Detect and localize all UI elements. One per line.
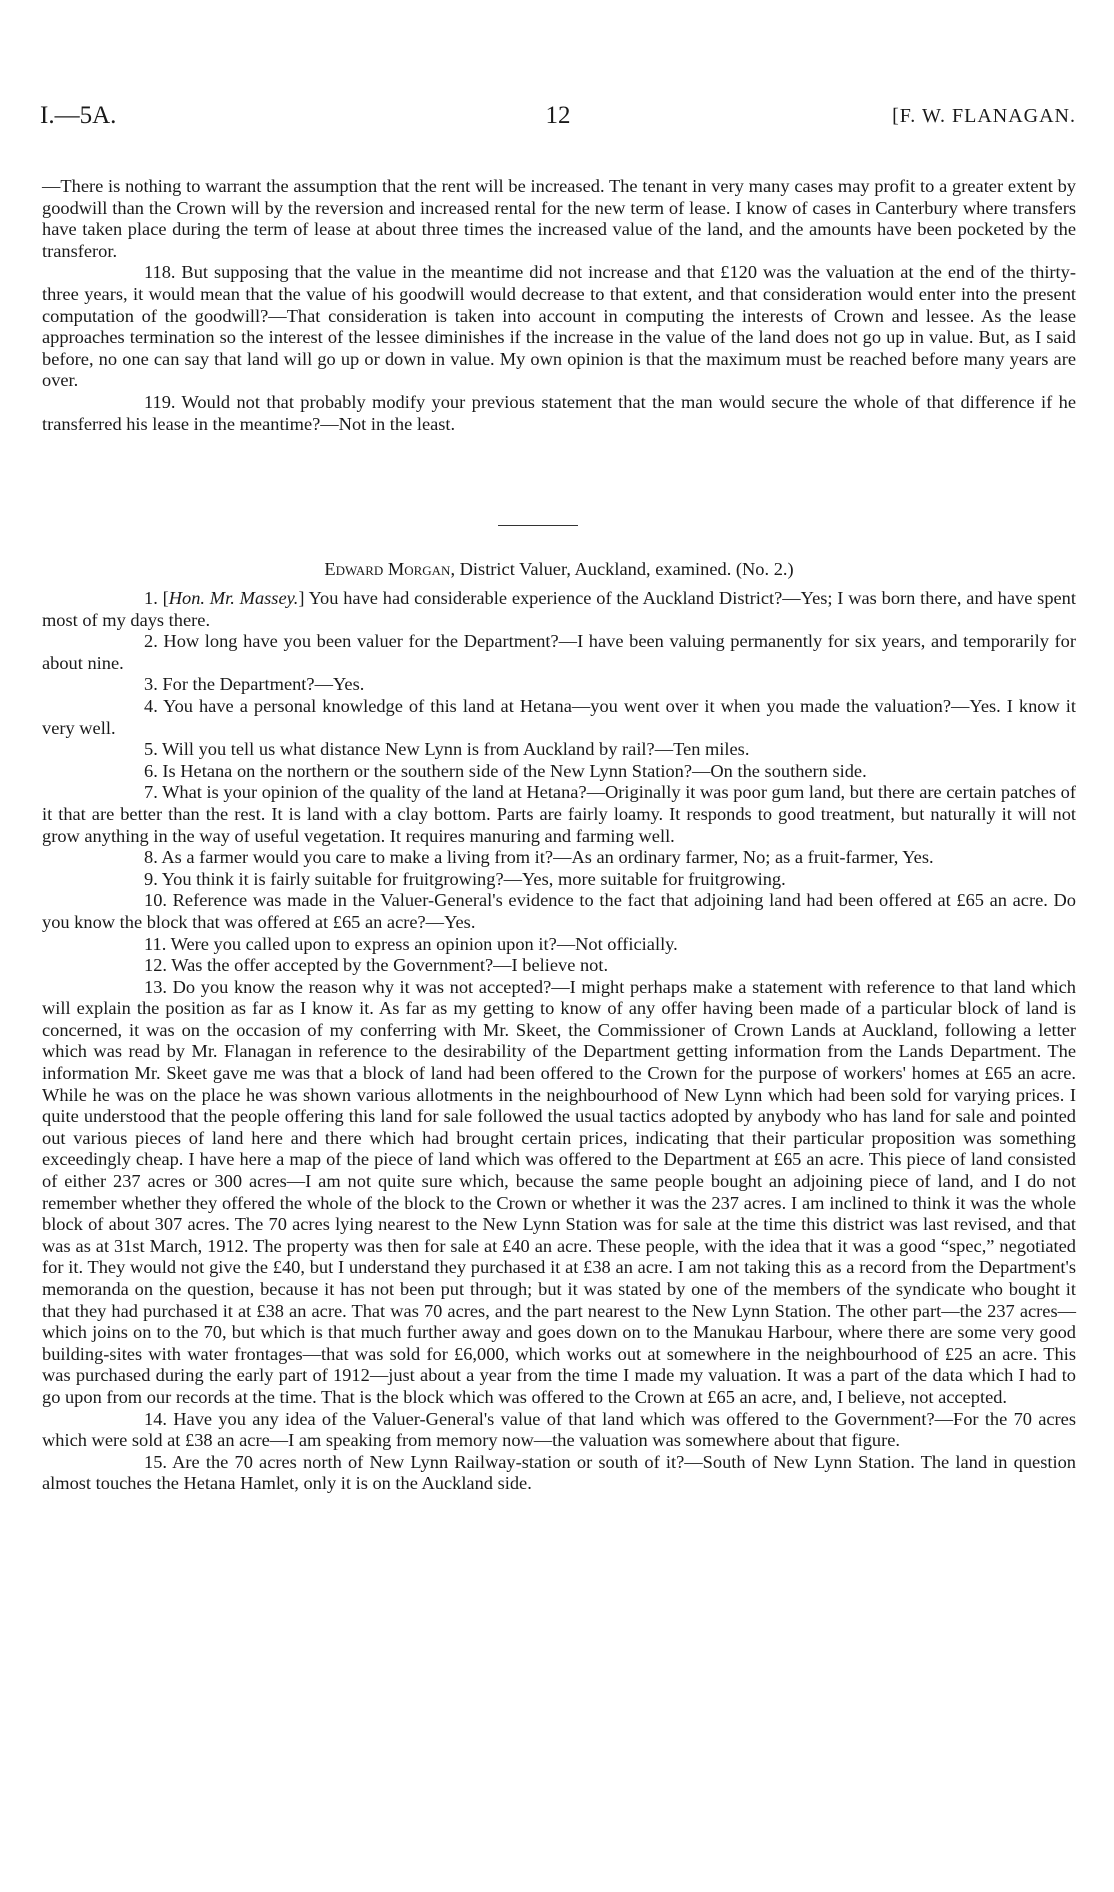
paragraph: 2. How long have you been valuer for the Department?—I have been valuing permanently for six years, and temporarily for about nine. <box>42 631 1076 673</box>
paragraph: 3. For the Department?—Yes. <box>144 674 365 695</box>
witness-running-head: [F. W. FLANAGAN. <box>892 105 1076 127</box>
section-divider <box>498 525 578 526</box>
page-number: 12 <box>545 102 571 129</box>
paragraph: 12. Was the offer accepted by the Government?—I believe not. <box>144 955 609 976</box>
examination-testimony <box>42 588 1076 1495</box>
paragraph: 14. Have you any idea of the Valuer-General's value of that land which was offered to the Government?—For the 70 acres which were sold at £38 an acre—I am speaking from memory now—the valuation was somewhere about that figure. <box>42 1408 1076 1451</box>
paragraph: —There is nothing to warrant the assumption that the rent will be increased. The tenant in very many cases may profit to a greater extent by goodwill than the Crown will by the reversion and increased rental for the new term of lease. I know of cases in Canterbury where transfers have taken place during the term of lease at about three times the increased value of the land, and the amounts have been pocketed by the transferor. <box>42 176 1076 261</box>
paragraph: 13. Do you know the reason why it was not accepted?—I might perhaps make a statement with reference to that land which will explain the position as far as I know it. As far as my getting to know of any offer having been made of a particular block of land is concerned, it was on the occasion of my conferring with Mr. Skeet, the Commissioner of Crown Lands at Auckland, following a letter which was read by Mr. Flanagan in reference to the desirability of the Department getting information from the Lands Department. The information Mr. Skeet gave me was that a block of land had been offered to the Crown for the purpose of workers' homes at £65 an acre. While he was on the place he was shown various allotments in the neighbourhood of New Lynn which had been sold for varying prices. I quite understood that the people offering this land for sale followed the usual tactics adopted by anybody who has land for sale and pointed out various pieces of land here and there which had brought certain prices, indicating that their particular proposition was something exceedingly cheap. I have here a map of the piece of land which was offered to the Department at £65 an acre. This piece of land consisted of either 237 acres or 300 acres—I am not quite sure which, because the same people bought an adjoining piece of land, and I do not remember whether they offered the whole of the block to the Crown or whether it was the 237 acres. I am inclined to think it was the whole block of about 307 acres. The 70 acres lying nearest to the New Lynn Station was for sale at the time this district was last revised, and that was as at 31st March, 1912. The property was then for sale at £40 an acre. These people, with the idea that it was a good “spec,” negotiated for it. They would not give the £40, but I understand they purchased it at £38 an acre. I am not taking this as a record from the Department's memoranda on the question, because it has not been put through; but it was stated by one of the members of the syndicate who bought it that they had purchased it at £38 an acre. That was 70 acres, and the part nearest to the New Lynn Station. The other part—the 237 acres—which joins on to the 70, but which is that much further away and goes down on to the Manukau Harbour, where there are some very good building-sites with water frontages—that was sold for £6,000, which works out at somewhere in the neighbourhood of £25 an acre. This was purchased during the early part of 1912—just about a year from the time I made my valuation. It was a part of the data which I had to go upon from our records at the time. That is the block which was offered to the Crown at £65 an acre, and, I believe, not accepted. <box>42 976 1076 1407</box>
paragraph: 119. Would not that probably modify your previous statement that the man would secure the whole of that difference if he transferred his lease in the meantime?—Not in the least. <box>42 391 1076 434</box>
paragraph: 4. You have a personal knowledge of this land at Hetana—you went over it when you made the valuation?—Yes. I know it very well. <box>42 695 1076 738</box>
paragraph: 10. Reference was made in the Valuer-General's evidence to the fact that adjoining land had been offered at £65 an acre. Do you know the block that was offered at £65 an acre?—Yes. <box>42 890 1076 932</box>
witness-heading <box>42 557 1076 581</box>
witness-name: Edward Morgan <box>324 559 451 579</box>
question-1: 1. [Hon. Mr. Massey.] You have had considerable experience of the Auckland District?—Yes; I was born there, and have spent most of my days there. <box>42 588 1076 630</box>
continued-testimony <box>42 176 1076 435</box>
document-reference: I.—5A. <box>40 102 117 129</box>
paragraph: 5. Will you tell us what distance New Lynn is from Auckland by rail?—Ten miles. <box>144 739 750 760</box>
paragraph: 118. But supposing that the value in the meantime did not increase and that £120 was the valuation at the end of the thirty-three years, it would mean that the value of his goodwill would decrease to that extent, and that consideration would enter into the present computation of the goodwill?—That consideration is taken into account in computing the interests of Crown and lessee. As the lease approaches termination so the interest of the lessee diminishes if the increase in the value of the land does not go up in value. But, as I said before, no one can say that land will go up or down in value. My own opinion is that the maximum must be reached before many years are over. <box>42 262 1076 391</box>
paragraph: 8. As a farmer would you care to make a living from it?—As an ordinary farmer, No; as a fruit-farmer, Yes. <box>144 847 934 868</box>
paragraph: 11. Were you called upon to express an opinion upon it?—Not officially. <box>144 933 678 954</box>
paragraph: 15. Are the 70 acres north of New Lynn Railway-station or south of it?—South of New Lynn Station. The land in question almost touches the Hetana Hamlet, only it is on the Auckland side. <box>42 1451 1076 1494</box>
witness-description: , District Valuer, Auckland, examined. (No. 2.) <box>450 559 794 579</box>
paragraph: 6. Is Hetana on the northern or the southern side of the New Lynn Station?—On the southern side. <box>144 760 867 781</box>
page-header <box>40 96 1076 136</box>
paragraph: 9. You think it is fairly suitable for fruitgrowing?—Yes, more suitable for fruitgrowing. <box>144 868 786 889</box>
question-text: ] You have had considerable experience of the Auckland District?—Yes; I was born there, and have spent most of my days there. <box>42 588 1076 630</box>
paragraph: 7. What is your opinion of the quality of the land at Hetana?—Originally it was poor gum land, but there are certain patches of it that are better than the rest. It is land with a clay bottom. Parts are fairly loamy. It responds to good treatment, but naturally it will not grow anything in the way of useful vegetation. It requires manuring and farming well. <box>42 782 1076 846</box>
speaker-name: Hon. Mr. Massey. <box>168 588 299 608</box>
question-number: 1. <box>144 588 163 608</box>
